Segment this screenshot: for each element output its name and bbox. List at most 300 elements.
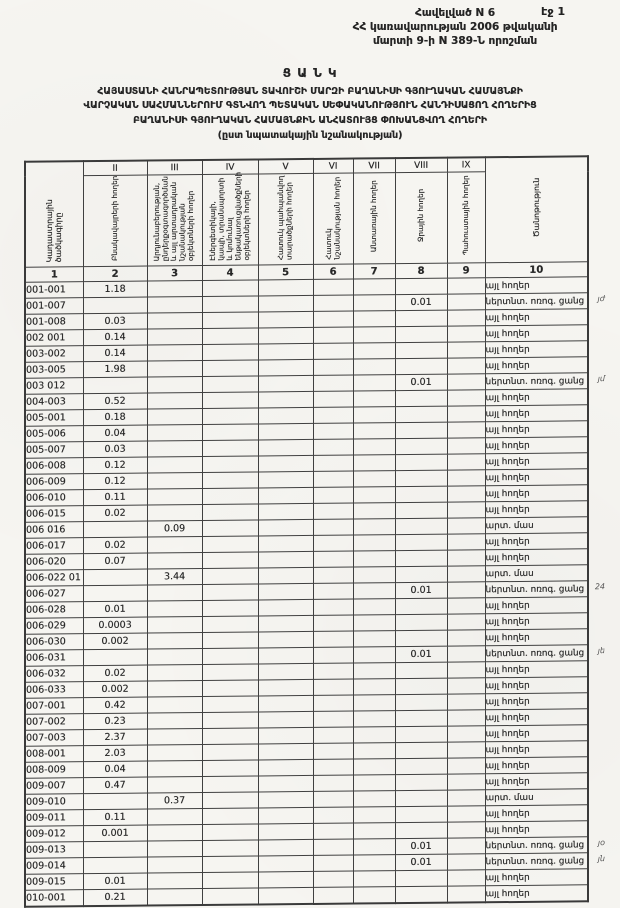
category-numeral-V: V [258,159,313,174]
area-value-cell [147,649,202,666]
area-value-cell [147,841,202,858]
area-value-cell [258,647,313,664]
cadastral-code-cell: 007-002 [25,714,83,731]
area-value-cell [258,423,313,440]
area-value-cell [258,727,313,744]
area-value-cell [395,438,447,454]
cadastral-code-cell: 003-005 [25,362,83,379]
area-value-cell [447,870,485,886]
area-value-cell [353,727,395,743]
area-value-cell [258,615,313,632]
area-value-cell [313,407,353,423]
area-value-cell [353,775,395,791]
title-line: ԲԱՂԱՆԻՍԻ ԳՅՈՒՂԱԿԱՆ ՀԱՄԱՅՆՔԻՆ ԱՆՀԱՏՈՒՅՑ ՓՈԽԱՆՑՎՈՂ ՀՈՂԵՐԻ [133,114,487,126]
area-value-cell [147,537,202,554]
cadastral-code-cell: 006-030 [25,634,83,651]
area-value-cell [147,745,202,762]
area-value-cell [202,744,258,761]
area-value-cell [147,457,202,474]
area-value-cell [353,583,395,599]
area-value-cell [395,694,447,710]
area-value-cell [147,617,202,634]
column-number: 8 [395,263,447,278]
note-cell: այլ հողեր [485,389,588,406]
area-value-cell [353,359,395,375]
area-value-cell [313,631,353,647]
area-value-cell [202,536,258,553]
area-value-cell [395,518,447,534]
area-value-cell [147,441,202,458]
cadastral-code-cell: 007-001 [25,698,83,715]
area-value-cell: 0.001 [83,825,147,842]
area-value-cell [395,726,447,742]
area-value-cell [258,743,313,760]
note-cell: այլ հողեր [485,453,588,470]
area-value-cell [258,279,313,296]
area-value-cell [313,791,353,807]
area-value-cell [447,806,485,822]
cadastral-code-cell: 005-006 [25,426,83,443]
area-value-cell: 0.002 [83,633,147,650]
area-value-cell [447,486,485,502]
area-value-cell [353,599,395,615]
note-cell: այլ հողեր [485,693,588,710]
area-value-cell: 0.11 [83,489,147,506]
area-value-cell [395,406,447,422]
area-value-cell [353,887,395,904]
area-value-cell [395,470,447,486]
area-value-cell [313,535,353,551]
area-value-cell [447,758,485,774]
area-value-cell [258,679,313,696]
area-value-cell: 0.12 [83,473,147,490]
note-cell: ներտնտ. ոռոգ. ցանց յն [485,853,588,870]
note-cell: այլ հողեր [485,341,588,358]
area-value-cell [258,823,313,840]
area-value-cell [202,632,258,649]
area-value-cell [202,616,258,633]
area-value-cell [258,759,313,776]
title-line: ՎԱՐՉԱԿԱՆ ՍԱՀՄԱՆՆԵՐՈՒՄ ԳՏՆՎՈՂ ՊԵՏԱԿԱՆ ՍԵՓԱԿԱՆՈՒԹՅՈՒՆ ՀԱՆԴԻՍԱՑՈՂ ՀՈՂԵՐԻՑ [83,100,537,112]
title-heading: Ց Ա Ն Կ [282,66,338,80]
area-value-cell [83,649,147,666]
area-value-cell [147,329,202,346]
area-value-cell [353,407,395,423]
area-value-cell [202,760,258,777]
area-value-cell [147,345,202,362]
cadastral-code-cell: 001-008 [25,314,83,331]
appendix-line: ՀՀ կառավարության 2006 թվականի [352,21,558,34]
cadastral-code-cell: 006-032 [25,666,83,683]
area-value-cell [447,710,485,726]
note-cell: այլ հողեր [485,549,588,566]
cadastral-code-cell: 004-003 [25,394,83,411]
cadastral-code-cell: 006-017 [25,538,83,555]
column-number: 1 [25,267,83,283]
note-cell: արտ. մաս [485,565,588,582]
area-value-cell: 0.03 [83,313,147,330]
area-value-cell [147,809,202,826]
area-value-cell [447,630,485,646]
area-value-cell [313,583,353,599]
column-number: 2 [83,266,147,282]
area-value-cell [83,569,147,586]
area-value-cell [258,311,313,328]
note-cell: այլ հողեր [485,309,588,326]
area-value-cell [447,438,485,454]
area-value-cell: 0.01 [395,582,447,598]
area-value-cell: 2.03 [83,745,147,762]
area-value-cell [395,566,447,582]
area-value-cell [202,872,258,889]
area-value-cell [202,808,258,825]
note-cell: այլ հողեր [485,421,588,438]
area-value-cell [83,841,147,858]
col-header-settlement-lands [83,175,147,267]
area-value-cell [313,375,353,391]
col-header-label: Անտառային հողեր [368,180,378,253]
area-value-cell [395,678,447,694]
area-value-cell [258,439,313,456]
area-value-cell [447,662,485,678]
column-number: 6 [313,264,353,279]
area-value-cell [353,551,395,567]
note-cell: այլ հողեր [485,885,588,902]
area-value-cell [147,681,202,698]
area-value-cell [313,679,353,695]
area-value-cell [202,408,258,425]
area-value-cell [313,279,353,295]
area-value-cell [395,822,447,838]
area-value-cell [83,793,147,810]
area-value-cell [353,295,395,311]
area-value-cell [147,505,202,522]
area-value-cell [395,342,447,358]
area-value-cell [258,551,313,568]
area-value-cell [258,855,313,872]
area-value-cell: 0.42 [83,697,147,714]
area-value-cell: 1.98 [83,361,147,378]
area-value-cell [258,487,313,504]
area-value-cell [147,873,202,890]
cadastral-code-cell: 009-010 [25,794,83,811]
area-value-cell [147,473,202,490]
area-value-cell [147,393,202,410]
area-value-cell [447,582,485,598]
col-header-infrastructure-lands [202,171,258,266]
area-value-cell [353,679,395,695]
area-value-cell: 0.002 [83,681,147,698]
col-header-note-label: Ծանոթություն [531,178,541,238]
area-value-cell [258,391,313,408]
area-value-cell [447,726,485,742]
col-header-label: Արդյունաբերության, ընդերքօգտագործման և այլ արտադրական նշանակության օբյեկտների հողեր [152,176,196,262]
area-value-cell [313,471,353,487]
col-header-cadastral-code [25,161,83,267]
col-header-label: Հատուկ նշանակության հողեր [323,176,341,260]
area-value-cell: 0.47 [83,777,147,794]
cadastral-code-cell: 006-028 [25,602,83,619]
area-value-cell [147,825,202,842]
area-value-cell [447,454,485,470]
note-cell: այլ հողեր [485,357,588,374]
area-value-cell [313,391,353,407]
area-value-cell: 0.18 [83,409,147,426]
area-value-cell [202,488,258,505]
area-value-cell [202,328,258,345]
area-value-cell [202,520,258,537]
cadastral-code-cell: 009-011 [25,810,83,827]
area-value-cell [353,423,395,439]
area-value-cell [447,294,485,310]
column-number: 3 [147,266,202,282]
area-value-cell [202,840,258,857]
area-value-cell: 3.44 [147,569,202,586]
area-value-cell [258,295,313,312]
area-value-cell [353,279,395,295]
cadastral-code-cell: 005-001 [25,410,83,427]
area-value-cell [313,551,353,567]
area-value-cell: 0.03 [83,441,147,458]
col-header-label: Ջրային հողեր [415,189,425,243]
area-value-cell [447,646,485,662]
area-value-cell [258,471,313,488]
area-value-cell [395,454,447,470]
area-value-cell [202,696,258,713]
col-header-forest-lands [353,173,395,264]
note-cell: այլ հողեր [485,501,588,518]
note-cell: այլ հողեր [485,405,588,422]
area-value-cell [447,374,485,390]
note-cell: արտ. մաս [485,789,588,806]
note-cell: ներտնտ. ոռոգ. ցանց 24 [485,581,588,598]
area-value-cell [83,297,147,314]
area-value-cell [202,424,258,441]
category-numeral-II: II [83,161,147,176]
area-value-cell [395,790,447,806]
area-value-cell [353,823,395,839]
area-value-cell [147,297,202,314]
area-value-cell [395,630,447,646]
area-value-cell [353,487,395,503]
area-value-cell [395,422,447,438]
area-value-cell [313,695,353,711]
area-value-cell [313,599,353,615]
category-numeral-IV: IV [202,159,258,174]
area-value-cell [313,295,353,311]
cadastral-code-cell: 006-029 [25,618,83,635]
area-value-cell [147,377,202,394]
cadastral-code-cell: 006 016 [25,522,83,539]
col-header-note [485,156,588,262]
area-value-cell: 0.01 [395,374,447,390]
area-value-cell [147,665,202,682]
area-value-cell [353,471,395,487]
area-value-cell [353,327,395,343]
area-value-cell [395,742,447,758]
area-value-cell: 0.09 [147,521,202,538]
area-value-cell [353,439,395,455]
area-value-cell: 0.02 [83,537,147,554]
category-numeral-VI: VI [313,159,353,174]
note-cell: այլ հողեր [485,725,588,742]
area-value-cell [202,440,258,457]
area-value-cell [313,711,353,727]
col-header-label: Հատուկ պահպանվող տարածքների հողեր [276,175,294,261]
area-value-cell [313,311,353,327]
land-transfer-table [24,155,605,907]
area-value-cell [395,310,447,326]
area-value-cell [147,553,202,570]
area-value-cell [258,599,313,616]
handwritten-margin-mark: յմ [597,374,605,384]
area-value-cell [353,711,395,727]
area-value-cell [258,807,313,824]
category-numeral-IX: IX [447,157,485,172]
cadastral-code-cell: 001-007 [25,298,83,315]
area-value-cell [447,838,485,854]
area-value-cell [447,326,485,342]
area-value-cell [447,854,485,870]
area-value-cell [258,839,313,856]
area-value-cell [147,361,202,378]
area-value-cell: 0.04 [83,761,147,778]
area-value-cell [447,518,485,534]
area-value-cell [447,742,485,758]
note-cell: այլ հողեր [485,869,588,886]
area-value-cell [395,486,447,502]
area-value-cell [313,887,353,904]
area-value-cell [313,775,353,791]
note-cell: արտ. մաս [485,517,588,534]
area-value-cell [353,455,395,471]
column-number: 9 [447,263,485,278]
column-number: 7 [353,264,395,279]
area-value-cell [447,358,485,374]
cadastral-code-cell: 006-033 [25,682,83,699]
area-value-cell [258,535,313,552]
handwritten-margin-mark: յօ [597,838,605,848]
area-value-cell: 2.37 [83,729,147,746]
area-value-cell [313,743,353,759]
area-value-cell [83,377,147,394]
area-value-cell [83,585,147,602]
area-value-cell [258,327,313,344]
area-value-cell [447,278,485,294]
area-value-cell [353,663,395,679]
area-value-cell [313,855,353,871]
area-value-cell [147,777,202,794]
area-value-cell [395,550,447,566]
cadastral-code-cell: 010-001 [25,890,83,907]
area-value-cell [147,585,202,602]
column-number: 10 [485,262,588,278]
area-value-cell [395,774,447,790]
area-value-cell [353,807,395,823]
note-cell: այլ հողեր [485,437,588,454]
area-value-cell [353,839,395,855]
cadastral-code-cell: 008-001 [25,746,83,763]
area-value-cell [353,631,395,647]
area-value-cell: 0.01 [395,838,447,854]
area-value-cell [353,535,395,551]
area-value-cell [353,791,395,807]
area-value-cell [147,313,202,330]
area-value-cell [353,519,395,535]
cadastral-code-cell: 009-013 [25,842,83,859]
area-value-cell [258,631,313,648]
cadastral-code-cell: 006-020 [25,554,83,571]
cadastral-code-cell: 006-031 [25,650,83,667]
area-value-cell [313,503,353,519]
area-value-cell: 0.02 [83,665,147,682]
cadastral-code-cell: 008-009 [25,762,83,779]
area-value-cell [202,648,258,665]
area-value-cell [147,713,202,730]
cadastral-code-cell: 003-002 [25,346,83,363]
area-value-cell [395,662,447,678]
area-value-cell [395,534,447,550]
area-value-cell [202,568,258,585]
area-value-cell [313,871,353,887]
area-value-cell [202,856,258,873]
area-value-cell [147,729,202,746]
area-value-cell [353,855,395,871]
area-value-cell: 0.01 [83,873,147,890]
area-value-cell [395,598,447,614]
handwritten-margin-mark: 24 [594,582,605,592]
area-value-cell [447,566,485,582]
area-value-cell [202,472,258,489]
area-value-cell: 0.01 [395,854,447,870]
area-value-cell [353,567,395,583]
col-header-label: Բնակավայրերի հողեր [109,176,119,262]
area-value-cell [202,344,258,361]
area-value-cell [313,519,353,535]
area-value-cell: 0.01 [395,646,447,662]
area-value-cell [258,583,313,600]
area-value-cell [395,390,447,406]
area-value-cell [395,758,447,774]
area-value-cell [147,425,202,442]
category-numeral-III: III [147,160,202,175]
area-value-cell [258,695,313,712]
area-value-cell [313,663,353,679]
area-value-cell [353,375,395,391]
area-value-cell [447,774,485,790]
note-cell: այլ հողեր [485,597,588,614]
area-value-cell: 0.37 [147,793,202,810]
area-value-cell [447,422,485,438]
area-value-cell [313,487,353,503]
note-cell: այլ հողեր [485,533,588,550]
area-value-cell [313,823,353,839]
col-header-industrial-lands [147,175,202,267]
area-value-cell [447,886,485,903]
col-header-label: Պահուստային հողեր [460,175,470,256]
cadastral-code-cell: 005-007 [25,442,83,459]
area-value-cell [447,502,485,518]
area-value-cell [447,390,485,406]
cadastral-code-cell: 002 001 [25,330,83,347]
area-value-cell [353,311,395,327]
cadastral-code-cell: 009-015 [25,874,83,891]
appendix-line: Հավելված N 6 [414,7,496,19]
area-value-cell [202,824,258,841]
area-value-cell [258,503,313,520]
page-number: էջ 1 [541,5,565,18]
area-value-cell [447,310,485,326]
